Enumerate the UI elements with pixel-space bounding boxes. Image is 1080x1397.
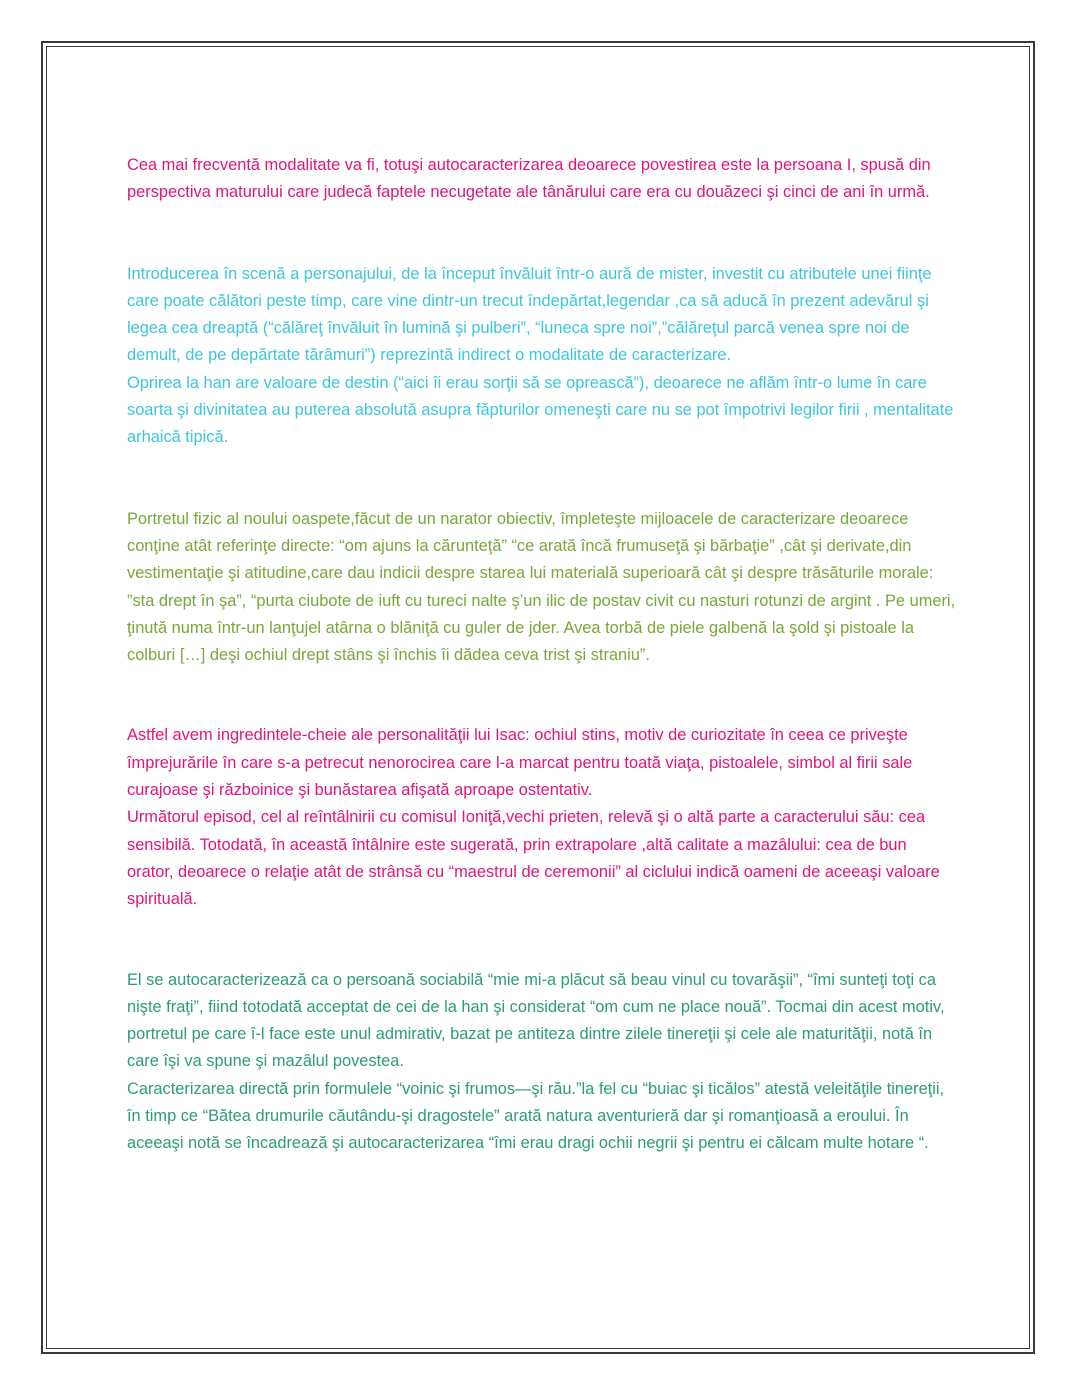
paragraph: Cea mai frecventă modalitate va fi, totuşi autocaracterizarea deoarece povestirea este la persoana I, spusă din perspectiva maturului care judecă faptele necugetate ale tânărului care era cu douăzeci şi cinci de ani în urmă. (127, 156, 931, 202)
paragraph: Introducerea în scenă a personajului, de la început învăluit într-o aură de mister, investit cu atributele unei fiinţe care poate călători peste timp, care vine dintr-un trecut îndepărtat,legendar ,ca să aducă în prezent adevărul şi legea cea dreaptă (“călăreţ învăluit în lumină şi pulberi”, “luneca spre noi”,”călăreţul parcă venea spre noi de demult, de pe depărtate tărâmuri”) reprezintă indirect o modalitate de caracterizare. (127, 264, 932, 365)
paragraph: Oprirea la han are valoare de destin (“aici îi erau sorţii să se oprească”), deoarece ne aflăm într-o lume în care soarta şi divinitatea au puterea absolută asupra făpturilor omeneşti care nu se pot împotrivi legilor firii , mentalitate arhaică tipică. (127, 373, 954, 447)
paragraph-block-autocharacterization (127, 152, 957, 207)
paragraph-block-portrait (127, 506, 957, 670)
paragraph-block-introduction (127, 261, 957, 452)
document-body (127, 152, 957, 1158)
paragraph: Caracterizarea directă prin formulele “voinic şi frumos—şi rău.”la fel cu “buiac şi ticălos” atestă veleităţile tinereţii, în timp ce “Bătea drumurile căutându-şi dragostele” arată natura aventurieră dar şi romanţioasă a eroului. În aceeaşi notă se încadrează şi autocaracterizarea “îmi erau dragi ochii negrii şi pentru ei călcam multe hotare “. (127, 1079, 945, 1153)
paragraph: Următorul episod, cel al reîntâlnirii cu comisul Ioniţă,vechi prieten, relevă şi o altă parte a caracterului său: cea sensibilă. Totodată, în această întâlnire este sugerată, prin extrapolare ,altă calitate a mazâlului: cea de bun orator, deoarece o relaţie atât de strânsă cu “maestrul de ceremonii” al ciclului indică oameni de aceeaşi valoare spirituală. (127, 808, 940, 909)
paragraph: El se autocaracterizează ca o persoană sociabilă “mie mi-a plăcut să beau vinul cu tovarăşii”, “îmi sunteţi toţi ca nişte fraţi”, fiind totodată acceptat de cei de la han şi considerat “om cum ne place nouă”. Tocmai din acest motiv, portretul pe care î-l face este unul admirativ, bazat pe antiteza dintre zilele tinereţii şi cele ale maturităţii, notă în care îşi va spune şi mazâlul povestea. (127, 970, 945, 1071)
paragraph-block-personality (127, 722, 957, 913)
paragraph: Portretul fizic al noului oaspete,făcut de un narator obiectiv, împleteşte mijloacele de caracterizare deoarece conţine atât referinţe directe: “om ajuns la cărunteţă” “ce arată încă frumuseţă şi bărbaţie” ,cât şi derivate,din vestimentaţie şi atitudine,care dau indicii despre starea lui materială superioară cât şi despre trăsăturile morale: ”sta drept în şa”, “purta ciubote de iuft cu tureci nalte ş’un ilic de postav civit cu nasturi rotunzi de argint . Pe umeri, ţinută numa într-un lanţujel atârna o blăniţă cu guler de jder. Avea torbă de piele galbenă la şold şi pistoale la colburi […] deşi ochiul drept stâns şi închis îi dădea ceva trist şi straniu”. (127, 509, 956, 665)
paragraph-block-sociability (127, 967, 957, 1158)
paragraph: Astfel avem ingredintele-cheie ale personalităţii lui Isac: ochiul stins, motiv de curiozitate în ceea ce priveşte împrejurările în care s-a petrecut nenorocirea care l-a marcat pentru toată viaţa, pistoalele, simbol al firii sale curajoase şi războinice şi bunăstarea afişată aproape ostentativ. (127, 726, 913, 800)
